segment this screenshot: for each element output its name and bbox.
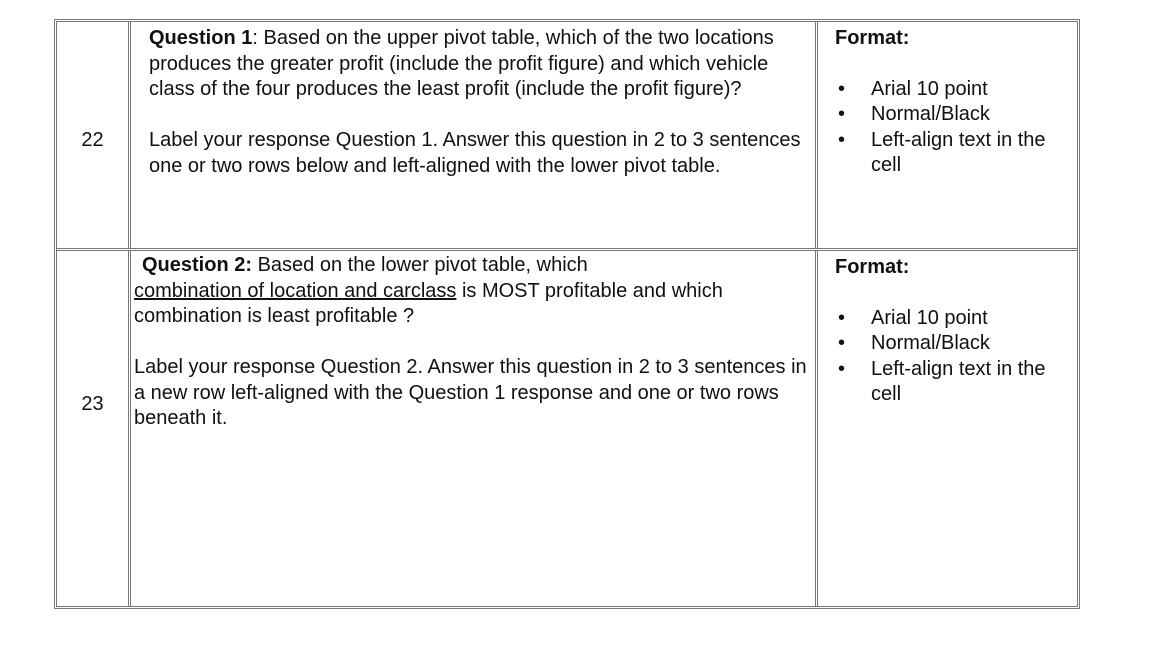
bullet-icon: • <box>838 306 846 329</box>
question-paragraph <box>134 253 807 330</box>
question-text: Based on the lower pivot table, which <box>252 254 588 276</box>
question-label: Question 2: <box>142 254 253 276</box>
list-item: • Normal/Black <box>835 331 1067 357</box>
bullet-icon: • <box>838 77 846 100</box>
row-number <box>57 251 131 606</box>
instruction-paragraph: Label your response Question 2. Answer this question in 2 to 3 sentences in a new row left-aligned with the Question 1 response and one or two rows beneath it. <box>134 356 807 429</box>
bullet-icon: • <box>838 103 846 125</box>
question-cell <box>134 251 818 606</box>
format-list <box>835 306 1067 408</box>
instructions-table <box>54 19 1080 609</box>
row-number <box>57 22 131 248</box>
question-text: Based on the upper pivot table, which of the two locations produces the greater profit (include the profit figure) and which vehicle class of the four produces the least profit (include the profit figure)? <box>149 27 774 100</box>
question-cell <box>134 22 818 248</box>
format-title: Format: <box>835 256 910 278</box>
question-text-continued: is MOST profitable and which combination is least profitable ? <box>134 279 723 327</box>
question-colon: : <box>252 27 258 49</box>
format-cell <box>821 251 1077 606</box>
row-number-text: 23 <box>81 393 104 415</box>
list-item: • Arial 10 point <box>835 77 1067 103</box>
list-item: • Left-align text in the cell <box>838 357 1046 405</box>
question-paragraph <box>149 26 805 103</box>
row-number-text: 22 <box>81 128 104 151</box>
bullet-icon: • <box>838 128 846 151</box>
question-label: Question 1 <box>149 27 253 49</box>
bullet-icon: • <box>838 332 846 354</box>
list-item: • Left-align text in the cell <box>838 128 1046 176</box>
format-list <box>835 77 1067 179</box>
list-item: • Arial 10 point <box>835 306 1067 332</box>
format-cell <box>821 22 1077 248</box>
table-row <box>57 251 1077 606</box>
format-title: Format: <box>835 27 910 49</box>
instruction-paragraph: Label your response Question 1. Answer this question in 2 to 3 sentences one or two rows below and left-aligned with the lower pivot table. <box>149 129 801 177</box>
list-item: • Normal/Black <box>835 102 1067 128</box>
bullet-icon: • <box>838 357 846 380</box>
question-underlined-text: combination of location and carclass <box>134 279 457 302</box>
table-row <box>57 22 1077 251</box>
